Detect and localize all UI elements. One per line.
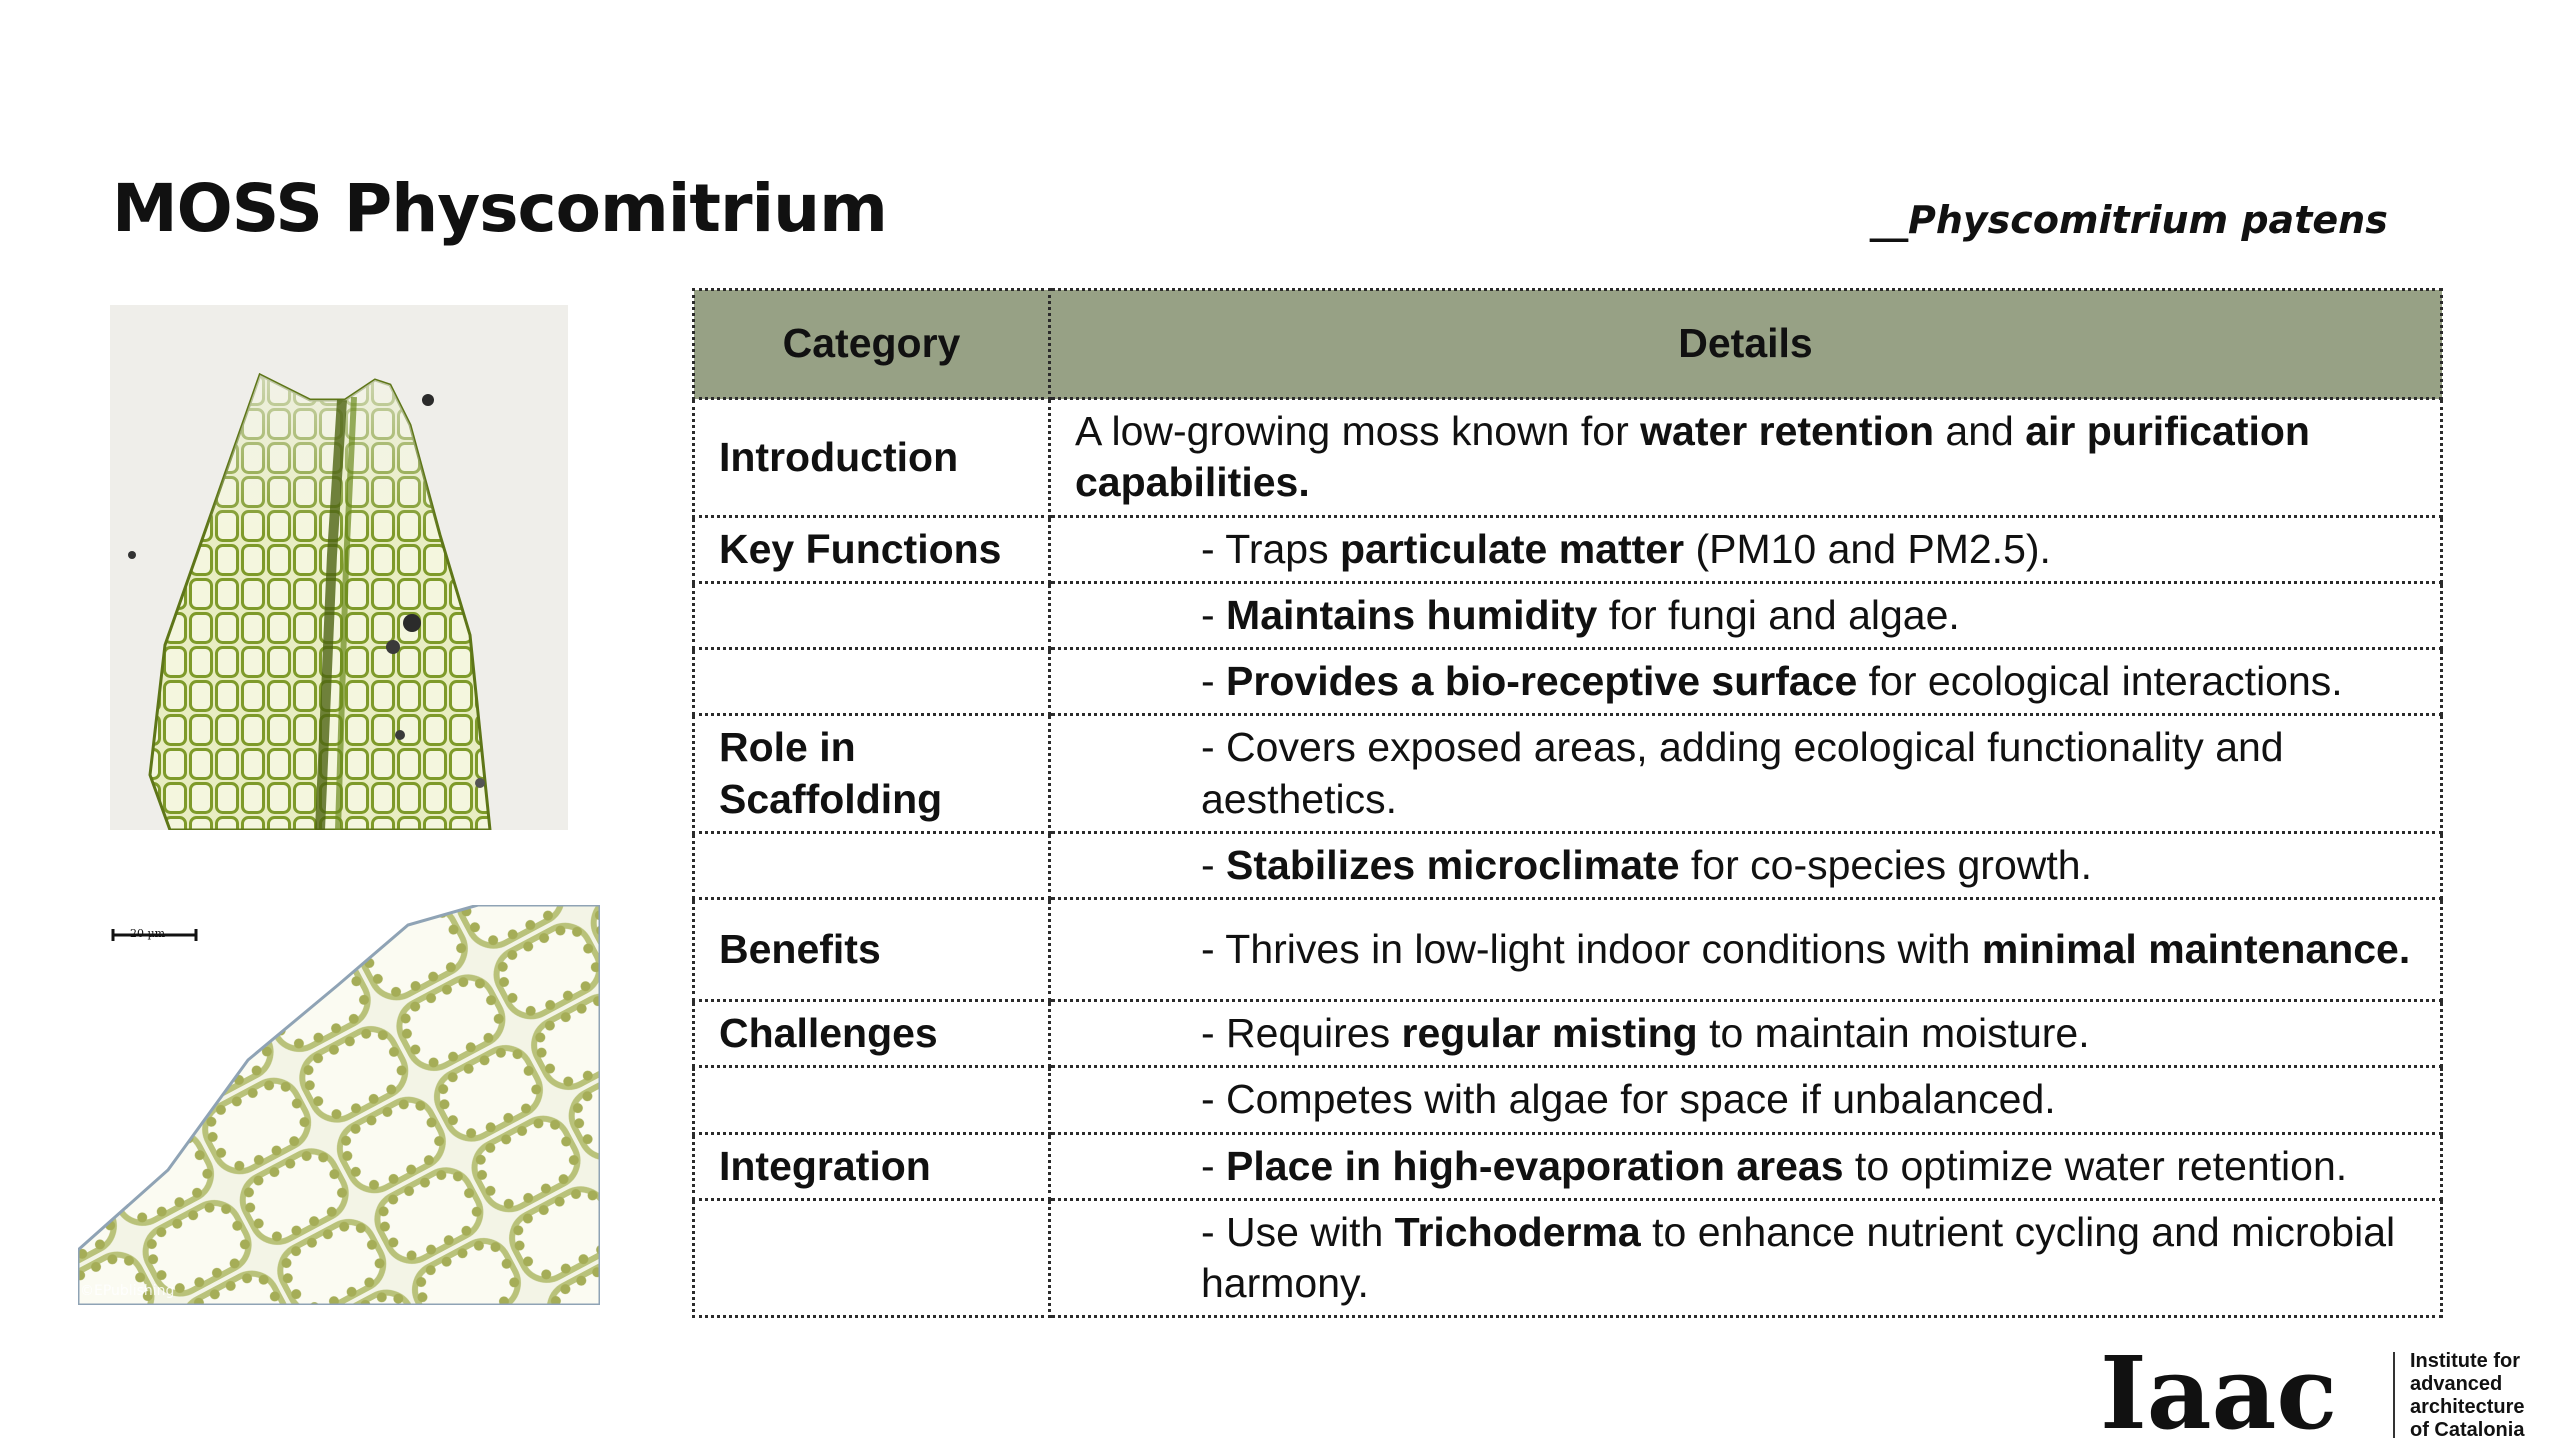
iaac-logo-wordmark: Iaac [2100, 1340, 2338, 1440]
details-bold-text: regular misting [1401, 1010, 1698, 1056]
table-row [694, 1199, 2442, 1317]
details-text: - Traps [1201, 525, 1340, 572]
details-cell [1050, 832, 2442, 898]
details-cell [1050, 399, 2442, 517]
details-cell [1050, 1067, 2442, 1133]
details-cell [1050, 1199, 2442, 1317]
details-text: to enhance nutrient cycling and microbial harmony. [1201, 1208, 2396, 1306]
table-row [694, 1001, 2442, 1067]
iaac-logo [2100, 1340, 2390, 1445]
details-text: - Competes with algae for space if unbalanced. [1201, 1076, 2056, 1123]
micrograph-watermark: ©EPublishing [80, 1283, 175, 1299]
moss-cells-micrograph-image [78, 905, 600, 1305]
category-cell: Introduction [694, 399, 1050, 517]
details-text: - Use with [1201, 1208, 1395, 1255]
details-text: for fungi and algae. [1597, 591, 1960, 638]
details-text: to maintain moisture. [1697, 1010, 2090, 1056]
header-category: Category [694, 290, 1050, 399]
details-cell [1050, 516, 2442, 582]
table-row [694, 516, 2442, 582]
details-bold-text: Place in high-evaporation areas [1226, 1142, 1844, 1189]
logo-line: Institute for [2410, 1350, 2520, 1372]
details-text: - Covers exposed areas, adding ecological functionality and aesthetics. [1201, 724, 2284, 822]
category-cell: Integration [694, 1133, 1050, 1199]
table-row [694, 399, 2442, 517]
moss-info-table [692, 288, 2443, 1318]
details-text: - Thrives in low-light indoor conditions with [1201, 925, 1982, 972]
table-row [694, 899, 2442, 1001]
details-cell [1050, 582, 2442, 648]
table-header-row [694, 290, 2442, 399]
logo-line: advanced [2410, 1373, 2503, 1395]
details-bold-text: Maintains humidity [1226, 591, 1598, 638]
details-cell [1050, 715, 2442, 833]
logo-line: of Catalonia [2410, 1419, 2525, 1441]
details-text: to optimize water retention. [1843, 1142, 2348, 1189]
scale-bar-label: 20 µm [130, 927, 166, 940]
category-cell [694, 649, 1050, 715]
details-text: for ecological interactions. [1857, 658, 2343, 704]
details-text: - [1201, 591, 1227, 638]
slide-title: MOSS Physcomitrium [112, 170, 887, 247]
category-cell: Challenges [694, 1001, 1050, 1067]
category-cell [694, 582, 1050, 648]
category-cell [694, 1067, 1050, 1133]
table-row [694, 649, 2442, 715]
details-bold-text: Stabilizes microclimate [1226, 841, 1680, 888]
details-text: A low-growing moss known for [1075, 408, 1641, 454]
table-row [694, 1067, 2442, 1133]
details-text: - Requires [1201, 1010, 1402, 1056]
category-cell: Key Functions [694, 516, 1050, 582]
moss-leaf-micrograph [110, 305, 568, 830]
details-text: - [1201, 658, 1227, 704]
table-row [694, 832, 2442, 898]
details-text: (PM10 and PM2.5). [1684, 525, 2051, 572]
details-cell [1050, 1001, 2442, 1067]
details-text: and [1934, 408, 2026, 454]
category-cell: Benefits [694, 899, 1050, 1001]
table-row [694, 715, 2442, 833]
details-bold-text: Trichoderma [1394, 1208, 1641, 1255]
table-row [694, 1133, 2442, 1199]
moss-leaf-micrograph-image [110, 305, 568, 830]
details-bold-text: particulate matter [1339, 525, 1685, 572]
iaac-logo-mark [2100, 1340, 2390, 1440]
logo-line: architecture [2410, 1396, 2525, 1418]
category-cell: Role in Scaffolding [694, 715, 1050, 833]
category-cell [694, 1199, 1050, 1317]
details-text: - [1201, 1142, 1227, 1189]
header-details: Details [1050, 290, 2442, 399]
iaac-logo-text [2410, 1350, 2525, 1442]
moss-cells-micrograph [78, 905, 600, 1305]
table-row [694, 582, 2442, 648]
details-cell [1050, 649, 2442, 715]
details-bold-text: minimal maintenance. [1981, 925, 2411, 972]
details-text: for co-species growth. [1679, 841, 2092, 888]
logo-divider [2393, 1352, 2395, 1438]
details-bold-text: air purification capabilities. [1075, 408, 2310, 506]
species-subtitle: __Physcomitrium patens [1870, 198, 2388, 242]
details-bold-text: water retention [1640, 408, 1935, 454]
details-cell [1050, 899, 2442, 1001]
details-bold-text: Provides a bio-receptive surface [1226, 658, 1858, 704]
details-text: - [1201, 841, 1227, 888]
category-cell [694, 832, 1050, 898]
details-cell [1050, 1133, 2442, 1199]
